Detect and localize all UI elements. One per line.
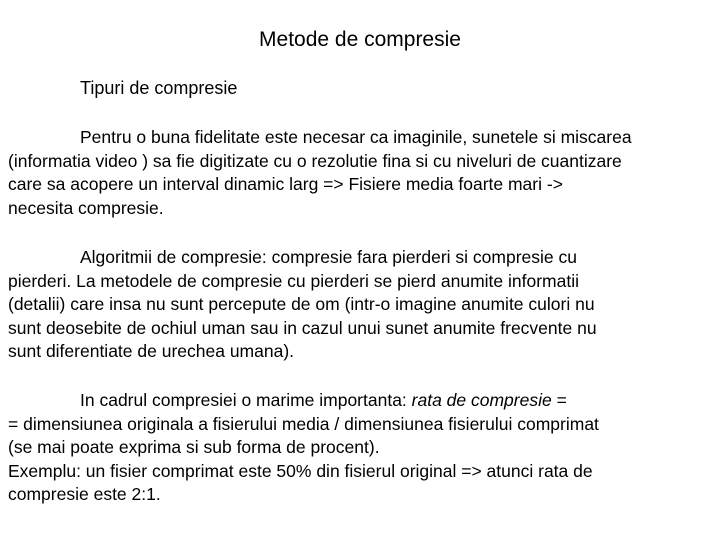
page-title: Metode de compresie (259, 28, 461, 51)
paragraph-line: (se mai poate exprima si sub forma de procent). (8, 437, 380, 457)
ratio-equals: = (551, 390, 567, 410)
paragraph-line: (detalii) care insa nu sunt percepute de om (intr-o imagine anumite culori nu (8, 294, 595, 314)
paragraph-line: care sa acopere un interval dinamic larg => Fisiere media foarte mari -> (8, 174, 563, 194)
paragraph-line: Algoritmii de compresie: compresie fara pierderi si compresie cu (80, 247, 577, 267)
paragraph-line: sunt deosebite de ochiul uman sau in cazul unui sunet anumite frecvente nu (8, 317, 597, 338)
ratio-intro-text: In cadrul compresiei o marime importanta: (80, 390, 412, 410)
paragraph-line: Exemplu: un fisier comprimat este 50% din fisierul original => atunci rata de (8, 460, 593, 481)
paragraph-line: sunt diferentiate de urechea umana). (8, 341, 295, 361)
paragraph-line: (informatia video ) sa fie digitizate cu o rezolutie fina si cu niveluri de cuantizare (8, 150, 622, 171)
paragraph-line: Pentru o buna fidelitate este necesar ca imaginile, sunetele si miscarea (80, 127, 632, 147)
paragraph-algorithms (8, 246, 716, 364)
section-subtitle: Tipuri de compresie (80, 78, 238, 98)
paragraph-line: compresie este 2:1. (8, 484, 161, 504)
paragraph-line: pierderi. La metodele de compresie cu pierderi se pierd anumite informatii (8, 270, 579, 291)
paragraph-line (8, 389, 716, 413)
paragraph-line: necesita compresie. (8, 197, 164, 218)
paragraph-fidelity (8, 126, 716, 220)
paragraph-line: = dimensiunea originala a fisierului media / dimensiunea fisierului comprimat (8, 413, 599, 434)
ratio-term: rata de compresie (411, 390, 552, 410)
paragraph-compression-ratio (8, 389, 716, 507)
